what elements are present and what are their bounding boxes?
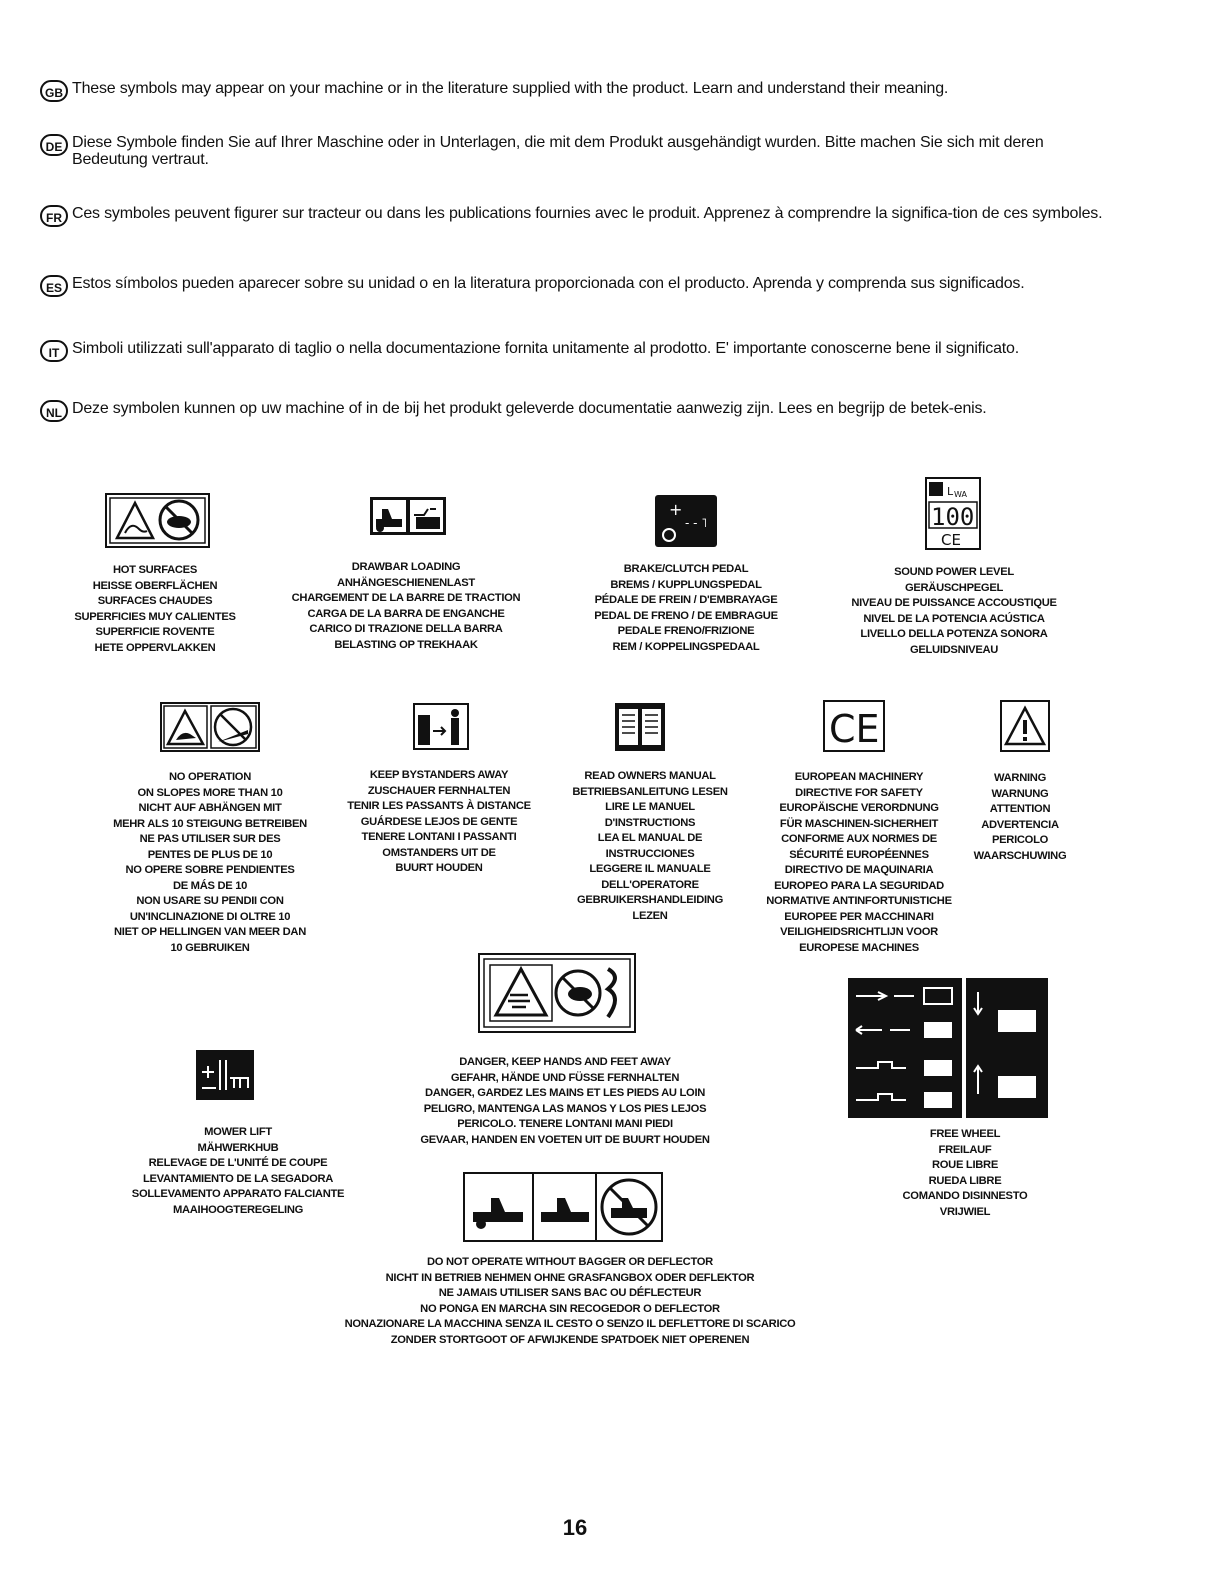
lang-badge: GB [40, 80, 68, 102]
caption-drawbar: DRAWBAR LOADING ANHÄNGESCHIENENLAST CHARGEMENT DE LA BARRE DE TRACTION CARGA DE LA BARRA DE ENGANCHE CARICO DI TRAZIONE DELLA BARRA BELASTING OP TREKHAAK [291, 561, 521, 651]
bagger-deflector-icon [463, 1172, 663, 1242]
caption-brake-clutch: BRAKE/CLUTCH PEDAL BREMS / KUPPLUNGSPEDAL PÉDALE DE FREIN / D'EMBRAYAGE PEDAL DE FRENO / DE EMBRAGUE PEDALE FRENO/FRIZIONE REM / KOPPELINGSPEDAAL [594, 563, 778, 653]
intro-text: Diese Symbole finden Sie auf Ihrer Maschine oder in Unterlagen, die mit dem Produkt ausgehändigt wurden. Bitte machen Sie sich mit deren Bedeutung vertraut. [72, 134, 1044, 168]
caption-hot-surfaces: HOT SURFACES HEISSE OBERFLÄCHEN SURFACES CHAUDES SUPERFICIES MUY CALIENTES SUPERFICIE ROVENTE HETE OPPERVLAKKEN [74, 564, 236, 654]
sound-level-value: 100 [931, 503, 975, 531]
caption-sound-level: SOUND POWER LEVEL GERÄUSCHPEGEL NIVEAU DE PUISSANCE ACCOUSTIQUE NIVEL DE LA POTENCIA ACÚSTICA LIVELLO DELLA POTENZA SONORA GELUIDSNIVEAU [851, 566, 1057, 656]
drawbar-loading-icon [370, 497, 446, 535]
ce-mark-icon [823, 700, 885, 752]
intro-text: Deze symbolen kunnen op uw machine of in de bij het produkt geleverde documentatie aanwezig zijn. Lees en begrijp de betek-enis. [72, 400, 987, 417]
svg-text:L: L [947, 485, 954, 498]
caption-bagger-deflector: DO NOT OPERATE WITHOUT BAGGER OR DEFLECTOR NICHT IN BETRIEB NEHMEN OHNE GRASFANGBOX ODER DEFLEKTOR NE JAMAIS UTILISER SANS BAC OU DÉFLECTEUR NO PONGA EN MARCHA SIN RECOGEDOR O DEFLECTOR NONAZIONARE LA MACCHINA SENZA IL CESTO O SENZO IL DEFLETTORE DI SCARICO ZONDER STORTGOOT OF AFWIJKENDE SPATDOEK NIET OPERENEN [344, 1256, 796, 1346]
svg-text:WA: WA [954, 490, 967, 499]
svg-text:CE: CE [829, 707, 880, 751]
lang-badge: DE [40, 134, 68, 156]
caption-bystanders: KEEP BYSTANDERS AWAY ZUSCHAUER FERNHALTEN TENIR LES PASSANTS À DISTANCE GUÁRDESE LEJOS DE GENTE TENERE LONTANI I PASSANTI OMSTANDERS UIT DE BUURT HOUDEN [347, 769, 531, 874]
ce-small: CE [941, 531, 961, 549]
read-manual-icon [615, 703, 665, 751]
brake-clutch-pedal-icon [655, 495, 717, 547]
keep-bystanders-away-icon [413, 703, 469, 750]
free-wheel-icon [848, 978, 1048, 1118]
page-number: 16 [562, 1515, 588, 1540]
no-slopes-icon [160, 702, 260, 752]
svg-text:- - ˥: - - ˥ [685, 516, 708, 530]
lang-badge: FR [40, 205, 68, 227]
intro-text: Ces symboles peuvent figurer sur tracteur ou dans les publications fournies avec le produit. Apprenez à comprendre la significa-tion de ces symboles. [72, 205, 1103, 222]
caption-no-slopes: NO OPERATION ON SLOPES MORE THAN 10 NICHT AUF ABHÄNGEN MIT MEHR ALS 10 STEIGUNG BETREIBEN NE PAS UTILISER SUR DES PENTES DE PLUS DE 10 NO OPERE SOBRE PENDIENTES DE MÁS DE 10 NON USARE SU PENDII CON UN'INCLINAZIONE DI OLTRE 10 NIET OP HELLINGEN VAN MEER DAN 10 GEBRUIKEN [113, 771, 307, 954]
warning-icon [1000, 700, 1050, 752]
lang-badge: ES [40, 275, 68, 297]
intro-text: Simboli utilizzati sull'apparato di taglio o nella documentazione fornita unitamente al prodotto. E' importante conoscerne bene il significato. [72, 340, 1019, 357]
caption-warning: WARNING WARNUNG ATTENTION ADVERTENCIA PERICOLO WAARSCHUWING [973, 772, 1067, 862]
caption-mower-lift: MOWER LIFT MÄHWERKHUB RELEVAGE DE L'UNITÉ DE COUPE LEVANTAMIENTO DE LA SEGADORA SOLLEVAMENTO APPARATO FALCIANTE MAAIHOOGTEREGELING [131, 1126, 345, 1216]
svg-text:+: + [669, 500, 683, 519]
sound-power-level-icon [925, 477, 981, 550]
intro-text: Estos símbolos pueden aparecer sobre su unidad o en la literatura proporcionada con el producto. Aprenda y comprenda sus significados. [72, 275, 1025, 292]
intro-text: These symbols may appear on your machine or in the literature supplied with the product. Learn and understand their meaning. [72, 80, 949, 97]
lang-badge: IT [40, 340, 68, 362]
danger-hands-feet-icon [478, 953, 636, 1033]
caption-danger: DANGER, KEEP HANDS AND FEET AWAY GEFAHR, HÄNDE UND FÜSSE FERNHALTEN DANGER, GARDEZ LES MAINS ET LES PIEDS AU LOIN PELIGRO, MANTENGA LAS MANOS Y LOS PIES LEJOS PERICOLO. TENERE LONTANI MANI PIEDI GEVAAR, HANDEN EN VOETEN UIT DE BUURT HOUDEN [420, 1056, 710, 1146]
hot-surfaces-icon [105, 493, 210, 548]
caption-european-machinery: EUROPEAN MACHINERY DIRECTIVE FOR SAFETY EUROPÄISCHE VERORDNUNG FÜR MASCHINEN-SICHERHEIT CONFORME AUX NORMES DE SÉCURITÉ EUROPÉENNES DIRECTIVO DE MAQUINARIA EUROPEO PARA LA SEGURIDAD NORMATIVE ANTINFORTUNISTICHE EUROPEE PER MACCHINARI VEILIGHEIDSRICHTLIJN VOOR EUROPESE MACHINES [766, 771, 952, 954]
caption-free-wheel: FREE WHEEL FREILAUF ROUE LIBRE RUEDA LIBRE COMANDO DISINNESTO VRIJWIEL [902, 1128, 1028, 1218]
mower-lift-icon [196, 1050, 254, 1100]
lang-badge: NL [40, 400, 68, 422]
caption-read-manual: READ OWNERS MANUAL BETRIEBSANLEITUNG LESEN LIRE LE MANUEL D'INSTRUCTIONS LEA EL MANUAL DE INSTRUCCIONES LEGGERE IL MANUALE DELL'OPERATORE GEBRUIKERSHANDLEIDING LEZEN [572, 770, 728, 922]
